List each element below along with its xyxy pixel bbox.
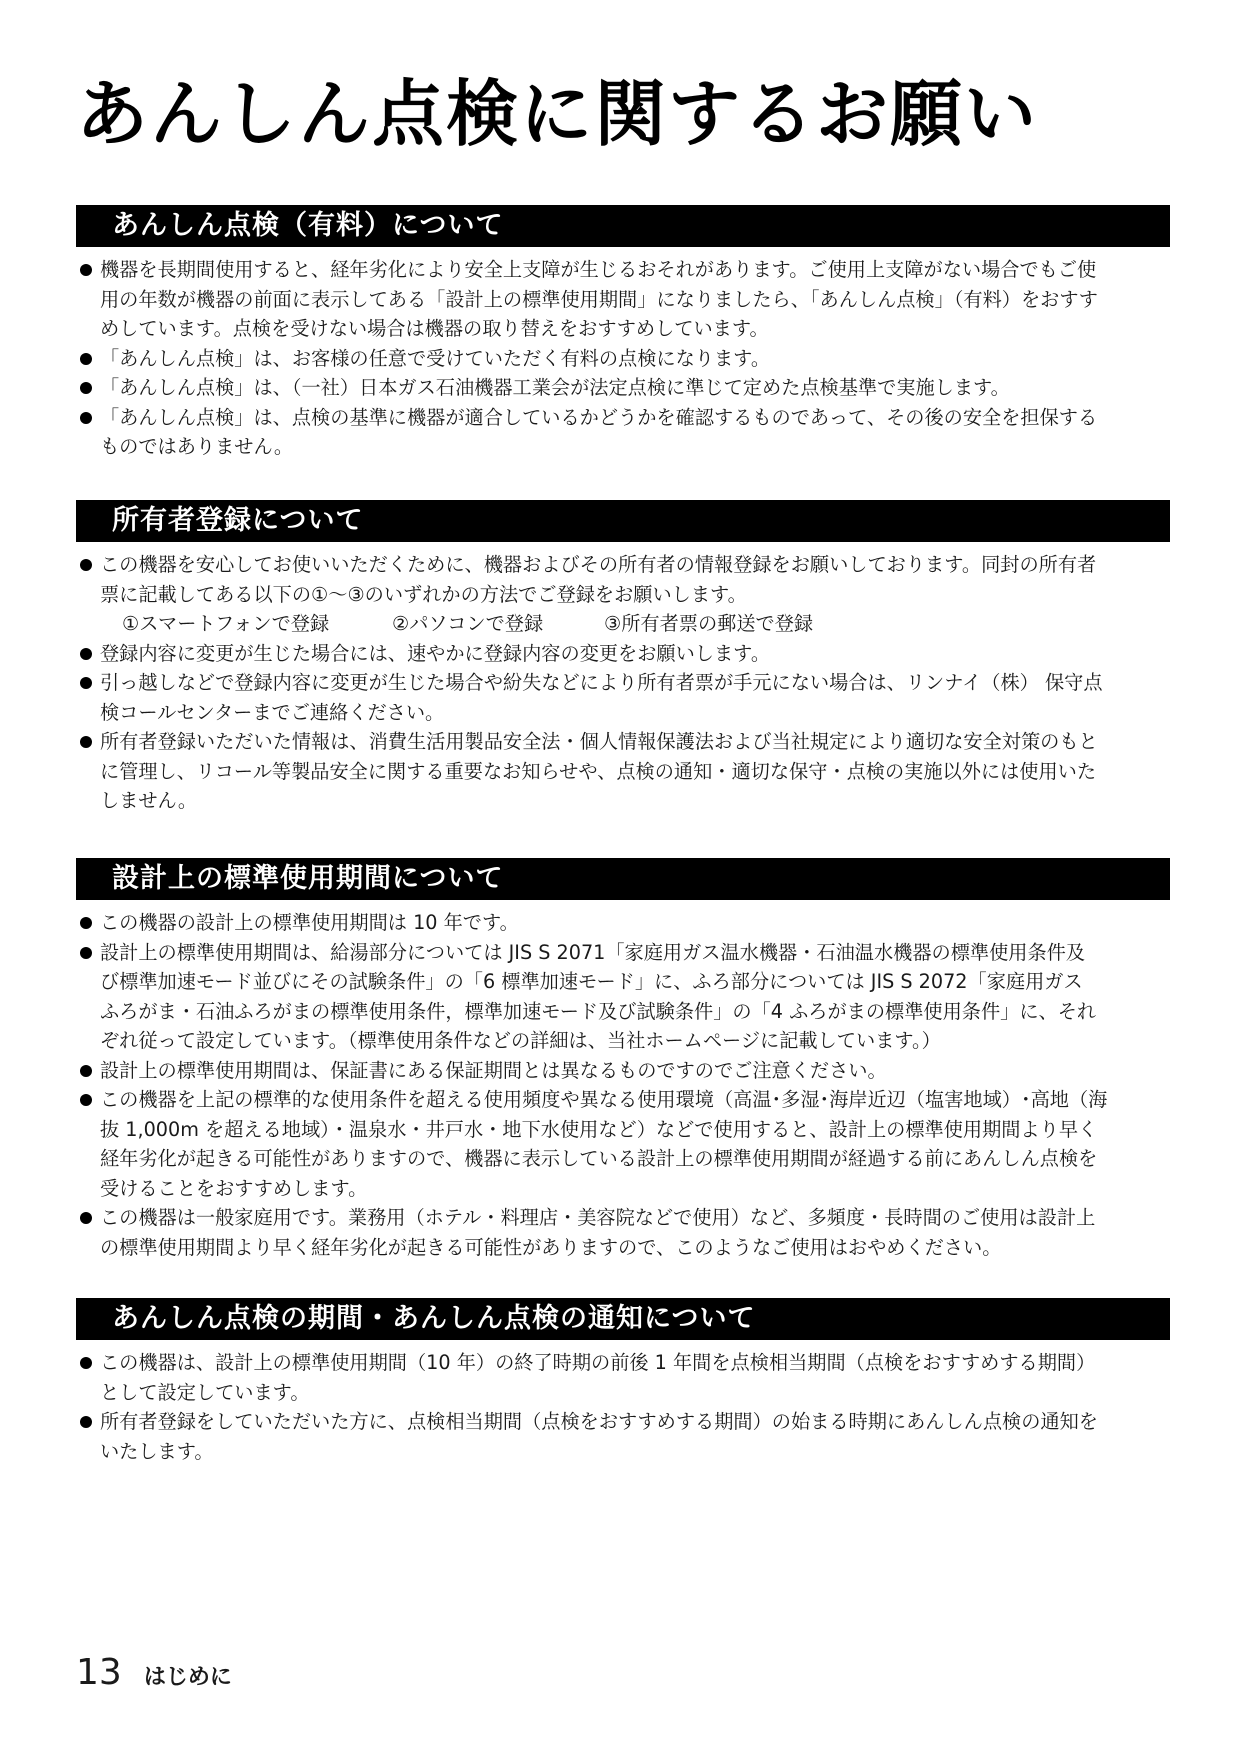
text-line: 用の年数が機器の前面に表示してある「設計上の標準使用期間」になりましたら、「あんしん点検」（有料）をおすす [100, 287, 1098, 311]
bullet-dot-icon [80, 1357, 92, 1369]
bullet-list [76, 255, 1170, 462]
text-line: 所有者登録をしていただいた方に、点検相当期間（点検をおすすめする期間）の始まる時期にあんしん点検の通知を [100, 1410, 1098, 1433]
list-item [76, 1407, 1170, 1466]
list-item [76, 344, 1170, 374]
section-heading: あんしん点検（有料）について [76, 205, 1170, 247]
list-item [76, 1348, 1170, 1407]
text-line: この機器は一般家庭用です。業務用（ホテル・料理店・美容院などで使用）など、多頻度・長時間のご使用は設計上 [100, 1206, 1096, 1229]
bullet-dot-icon [80, 648, 92, 660]
text-line: として設定しています。 [100, 1380, 310, 1404]
text-line: 引っ越しなどで登録内容に変更が生じた場合や紛失などにより所有者票が手元にない場合は、リンナイ（株） 保守点 [100, 671, 1103, 694]
text-line: 経年劣化が起きる可能性がありますので、機器に表示している設計上の標準使用期間が経過する前にあんしん点検を [100, 1147, 1098, 1170]
text-line: この機器を安心してお使いいただくために、機器およびその所有者の情報登録をお願いしております。同封の所有者 [100, 553, 1097, 576]
bullet-dot-icon [80, 353, 92, 365]
text-line: 所有者登録いただいた情報は、消費生活用製品安全法・個人情報保護法および当社規定により適切な安全対策のもと [100, 730, 1098, 753]
list-item [76, 1203, 1170, 1262]
bullet-dot-icon [80, 1094, 92, 1106]
text-line: に管理し、リコール等製品安全に関する重要なお知らせや、点検の通知・適切な保守・点検の実施以外には使用いた [100, 759, 1097, 783]
bullet-dot-icon [80, 917, 92, 929]
section-heading: 所有者登録について [76, 500, 1170, 542]
text-line: 抜 1,000m を超える地域）・温泉水・井戸水・地下水使用など）などで使用すると、設計上の標準使用期間より早く [100, 1117, 1098, 1141]
text-line: この機器の設計上の標準使用期間は 10 年です。 [100, 911, 519, 934]
text-line: この機器を上記の標準的な使用条件を超える使用頻度や異なる使用環境（高温･多湿･海岸近辺（塩害地域）･高地（海 [100, 1088, 1108, 1111]
list-item [76, 639, 1170, 669]
registration-method: ②パソコンで登録 [392, 612, 544, 635]
bullet-list [76, 908, 1170, 1262]
section-heading: 設計上の標準使用期間について [76, 858, 1170, 900]
list-item [76, 727, 1170, 816]
bullet-dot-icon [80, 1212, 92, 1224]
text-line: 検コールセンターまでご連絡ください。 [100, 700, 445, 724]
bullet-dot-icon [80, 947, 92, 959]
text-line: 設計上の標準使用期間は、保証書にある保証期間とは異なるものですのでご注意ください。 [100, 1058, 887, 1082]
footer-chapter-label: はじめに [143, 1665, 232, 1690]
text-line: ふろがま・石油ふろがまの標準使用条件，標準加速モード及び試験条件」の「4 ふろがまの標準使用条件」に、それ [100, 999, 1097, 1023]
section-inspection-period-notice [76, 1298, 1170, 1466]
text-line: 「あんしん点検」は、点検の基準に機器が適合しているかどうかを確認するものであって、その後の安全を担保する [100, 405, 1098, 429]
bullet-dot-icon [80, 412, 92, 424]
page-footer [76, 1652, 232, 1693]
list-item [76, 908, 1170, 938]
text-line: 機器を長期間使用すると、経年劣化により安全上支障が生じるおそれがあります。ご使用上支障がない場合でもご使 [100, 258, 1097, 281]
text-line: めしています。点検を受けない場合は機器の取り替えをおすすめしています。 [100, 317, 769, 340]
text-line: ぞれ従って設定しています。（標準使用条件などの詳細は、当社ホームページに記載しています。） [100, 1029, 941, 1052]
text-line: び標準加速モード並びにその試験条件」の「6 標準加速モード」に、ふろ部分については JIS S 2072「家庭用ガス [100, 970, 1083, 993]
list-item [76, 938, 1170, 1056]
bullet-list [76, 550, 1170, 816]
text-line: 受けることをおすすめします。 [100, 1176, 368, 1200]
text-line: 「あんしん点検」は、お客様の任意で受けていただく有料の点検になります。 [100, 346, 771, 370]
text-line: 「あんしん点検」は、（一社）日本ガス石油機器工業会が法定点検に準じて定めた点検基準で実施します。 [100, 376, 1010, 399]
registration-method: ③所有者票の郵送で登録 [604, 612, 814, 635]
bullet-dot-icon [80, 736, 92, 748]
section-anshin-inspection [76, 205, 1170, 462]
text-line: ものではありません。 [100, 435, 294, 458]
list-item [76, 1056, 1170, 1086]
bullet-list [76, 1348, 1170, 1466]
bullet-dot-icon [80, 1416, 92, 1428]
section-heading: あんしん点検の期間・あんしん点検の通知について [76, 1298, 1170, 1340]
section-standard-usage-period [76, 858, 1170, 1262]
text-line: いたします。 [100, 1439, 214, 1463]
list-item [76, 1085, 1170, 1203]
bullet-dot-icon [80, 1065, 92, 1077]
registration-method: ①スマートフォンで登録 [122, 612, 330, 635]
bullet-dot-icon [80, 264, 92, 276]
bullet-dot-icon [80, 382, 92, 394]
text-line: 設計上の標準使用期間は、給湯部分については JIS S 2071「家庭用ガス温水機器・石油温水機器の標準使用条件及 [100, 940, 1086, 964]
text-line: この機器は、設計上の標準使用期間（10 年）の終了時期の前後 1 年間を点検相当期間（点検をおすすめする期間） [100, 1351, 1096, 1374]
bullet-dot-icon [80, 677, 92, 689]
bullet-dot-icon [80, 559, 92, 571]
list-item [76, 668, 1170, 727]
text-line: 登録内容に変更が生じた場合には、速やかに登録内容の変更をお願いします。 [100, 641, 771, 665]
text-line: しません。 [100, 789, 198, 812]
text-line: の標準使用期間より早く経年劣化が起きる可能性がありますので、このようなご使用はおやめください。 [100, 1235, 1002, 1259]
list-item [76, 403, 1170, 462]
list-item [76, 550, 1170, 609]
section-owner-registration [76, 500, 1170, 816]
page-title: あんしん点検に関するお願い [76, 72, 1039, 156]
text-line: 票に記載してある以下の①～③のいずれかの方法でご登録をお願いします。 [100, 582, 747, 606]
list-item [76, 255, 1170, 344]
registration-methods [76, 609, 1170, 639]
page-number: 13 [76, 1652, 122, 1693]
list-item [76, 373, 1170, 403]
